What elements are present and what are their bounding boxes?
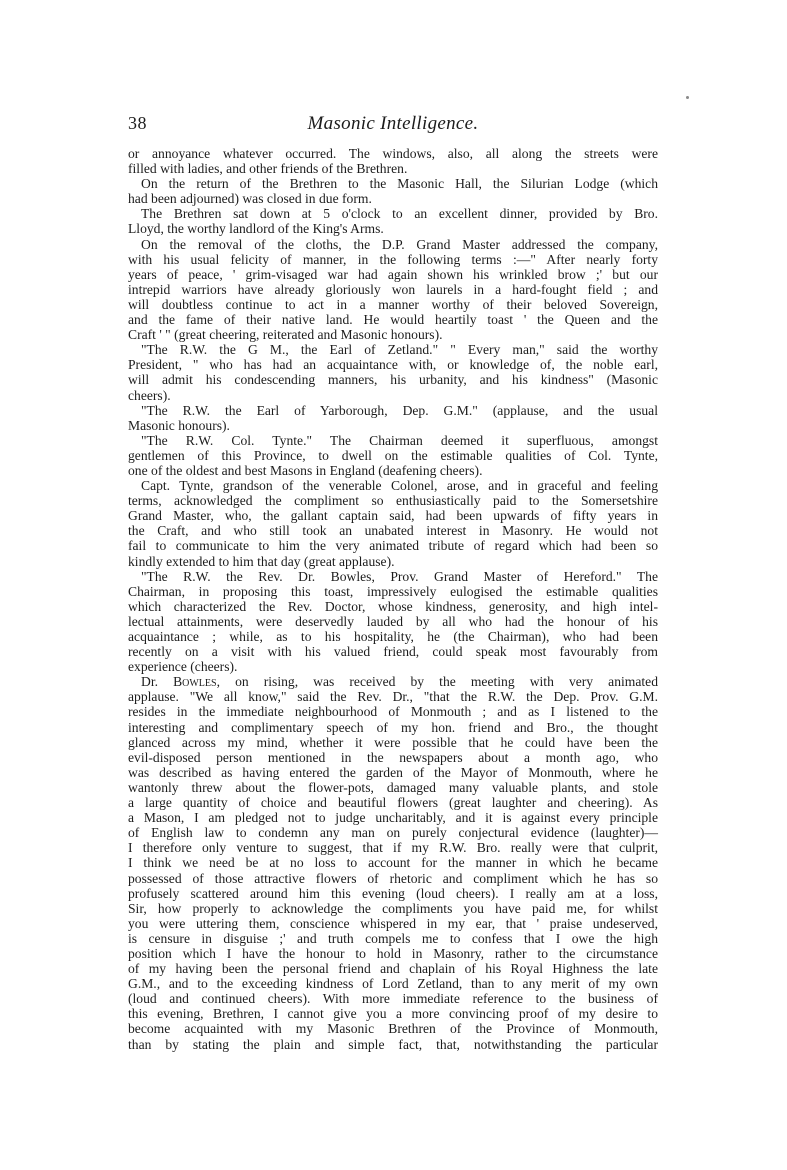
text-fragment: , on rising, was received by the meeting with very animated	[216, 674, 658, 690]
text-line: of my having been the personal friend and chaplain of his Royal Highness the late	[128, 961, 658, 977]
text-line: gentlemen of this Province, to dwell on the estimable qualities of Col. Tynte,	[128, 447, 658, 463]
text-line: had been adjourned) was closed in due form.	[128, 191, 372, 207]
text-line: "The R.W. the Earl of Yarborough, Dep. G.M." (applause, and the usual	[141, 402, 658, 418]
text-line: or annoyance whatever occurred. The windows, also, all along the streets were	[128, 146, 658, 161]
text-line: Masonic honours).	[128, 417, 230, 433]
text-line: was described as having entered the garden of the Mayor of Monmouth, where he	[128, 764, 658, 780]
text-fragment: Dr.	[141, 674, 174, 690]
text-line: of English law to condemn any man on purely conjectural evidence (laughter)—	[128, 825, 658, 841]
text-line: Capt. Tynte, grandson of the venerable Colonel, arose, and in graceful and feeling	[141, 478, 658, 494]
text-line: wantonly threw about the flower-pots, damaged many valuable plants, and stole	[128, 779, 658, 795]
text-line: experience (cheers).	[128, 659, 238, 675]
text-line: I therefore only venture to suggest, that if my R.W. Bro. really were that culprit,	[128, 840, 658, 856]
text-line: than by stating the plain and simple fact, that, notwithstanding the particular	[128, 1036, 658, 1052]
text-line: the Craft, and who still took an unabated interest in Masonry. He would not	[128, 523, 658, 539]
running-title: Masonic Intelligence.	[307, 113, 479, 134]
running-head	[128, 113, 658, 139]
text-line: cheers).	[128, 387, 171, 403]
speck-mark	[686, 96, 689, 99]
text-line: President, " who has had an acquaintance with, or knowledge of, the noble earl,	[128, 357, 658, 373]
text-line: On the removal of the cloths, the D.P. Grand Master addressed the company,	[141, 236, 658, 252]
text-line: a large quantity of choice and beautiful flowers (great laughter and cheering). As	[128, 795, 658, 811]
page-number: 38	[128, 113, 147, 133]
text-line: kindly extended to him that day (great applause).	[128, 553, 395, 569]
text-line: applause. "We all know," said the Rev. Dr., "that the R.W. the Dep. Prov. G.M.	[128, 689, 658, 705]
text-line: will doubtless continue to act in a manner worthy of their beloved Sovereign,	[128, 296, 658, 312]
text-line: "The R.W. the G M., the Earl of Zetland." " Every man," said the worthy	[141, 342, 658, 358]
text-line: profusely scattered around him this evening (loud cheers). I really am at a loss,	[128, 885, 658, 901]
text-line: On the return of the Brethren to the Masonic Hall, the Silurian Lodge (which	[141, 176, 658, 192]
speaker-name: Bowles	[173, 674, 217, 690]
text-line: Grand Master, who, the gallant captain said, had been upwards of fifty years in	[128, 508, 658, 524]
text-line: terms, acknowledged the compliment so enthusiastically paid to the Somersetshire	[128, 493, 658, 509]
text-line: filled with ladies, and other friends of the Brethren.	[128, 161, 408, 177]
text-line: resides in the immediate neighbourhood of Monmouth ; and as I listened to the	[128, 704, 658, 720]
text-line: Sir, how properly to acknowledge the compliments you have paid me, for whilst	[128, 900, 658, 916]
text-line: interesting and complimentary speech of my hon. friend and Bro., the thought	[128, 719, 658, 735]
text-line: fail to communicate to him the very animated tribute of regard which had been so	[128, 538, 658, 554]
text-line: a Mason, I am pledged not to judge uncharitably, and it is against every principle	[128, 810, 658, 826]
text-line: recently on a visit with his valued friend, could speak most favourably from	[128, 644, 658, 660]
text-line: become acquainted with my Masonic Brethren of the Province of Monmouth,	[128, 1021, 658, 1037]
text-line: lectual attainments, were deservedly lauded by all who had the honour of his	[128, 613, 658, 629]
text-line: acquaintance ; while, as to his hospitality, he (the Chairman), who had been	[128, 629, 658, 644]
text-line: intrepid warriors have already gloriously won laurels in a hard-fought field ; and	[128, 281, 658, 297]
text-line: glanced across my mind, whether it were possible that he could have been the	[128, 734, 658, 750]
text-line: and the fame of their native land. He would heartily toast ' the Queen and the	[128, 312, 658, 328]
text-line: Chairman, in proposing this toast, impressively eulogised the estimable qualities	[128, 583, 658, 599]
text-line: you were uttering them, conscience whispered in my ear, that ' praise undeserved,	[128, 915, 658, 931]
text-line: with his usual felicity of manner, in the following terms :—" After nearly forty	[128, 251, 658, 267]
text-line: "The R.W. Col. Tynte." The Chairman deemed it superfluous, amongst	[141, 432, 658, 448]
text-line: position which I have the honour to hold in Masonry, rather to the circumstance	[128, 945, 658, 961]
text-line: one of the oldest and best Masons in England (deafening cheers).	[128, 462, 483, 478]
text-line: I think we need be at no loss to account for the manner in which he became	[128, 855, 658, 871]
text-line: which characterized the Rev. Doctor, whose kindness, generosity, and high intel-	[128, 598, 658, 614]
text-line: G.M., and to the exceeding kindness of Lord Zetland, than to any merit of my own	[128, 976, 658, 992]
text-line	[128, 674, 658, 689]
text-line: evil-disposed person mentioned in the newspapers about a month ago, who	[128, 749, 658, 765]
body-text	[128, 146, 658, 1052]
text-line: years of peace, ' grim-visaged war had again shown his wrinkled brow ;' but our	[128, 266, 658, 282]
text-line: will admit his condescending manners, his urbanity, and his kindness" (Masonic	[128, 372, 658, 388]
text-line: is censure in disguise ;' and truth compels me to confess that I owe the high	[128, 930, 658, 946]
text-line: Craft ' " (great cheering, reiterated and Masonic honours).	[128, 327, 443, 343]
text-line: "The R.W. the Rev. Dr. Bowles, Prov. Grand Master of Hereford." The	[141, 568, 658, 584]
text-line: possessed of those attractive flowers of rhetoric and compliment which he has so	[128, 870, 658, 886]
text-line: The Brethren sat down at 5 o'clock to an excellent dinner, provided by Bro.	[141, 206, 658, 222]
text-line: (loud and continued cheers). With more immediate reference to the business of	[128, 991, 658, 1007]
text-line: Lloyd, the worthy landlord of the King's Arms.	[128, 221, 384, 237]
text-line: this evening, Brethren, I cannot give you a more convincing proof of my desire to	[128, 1006, 658, 1022]
